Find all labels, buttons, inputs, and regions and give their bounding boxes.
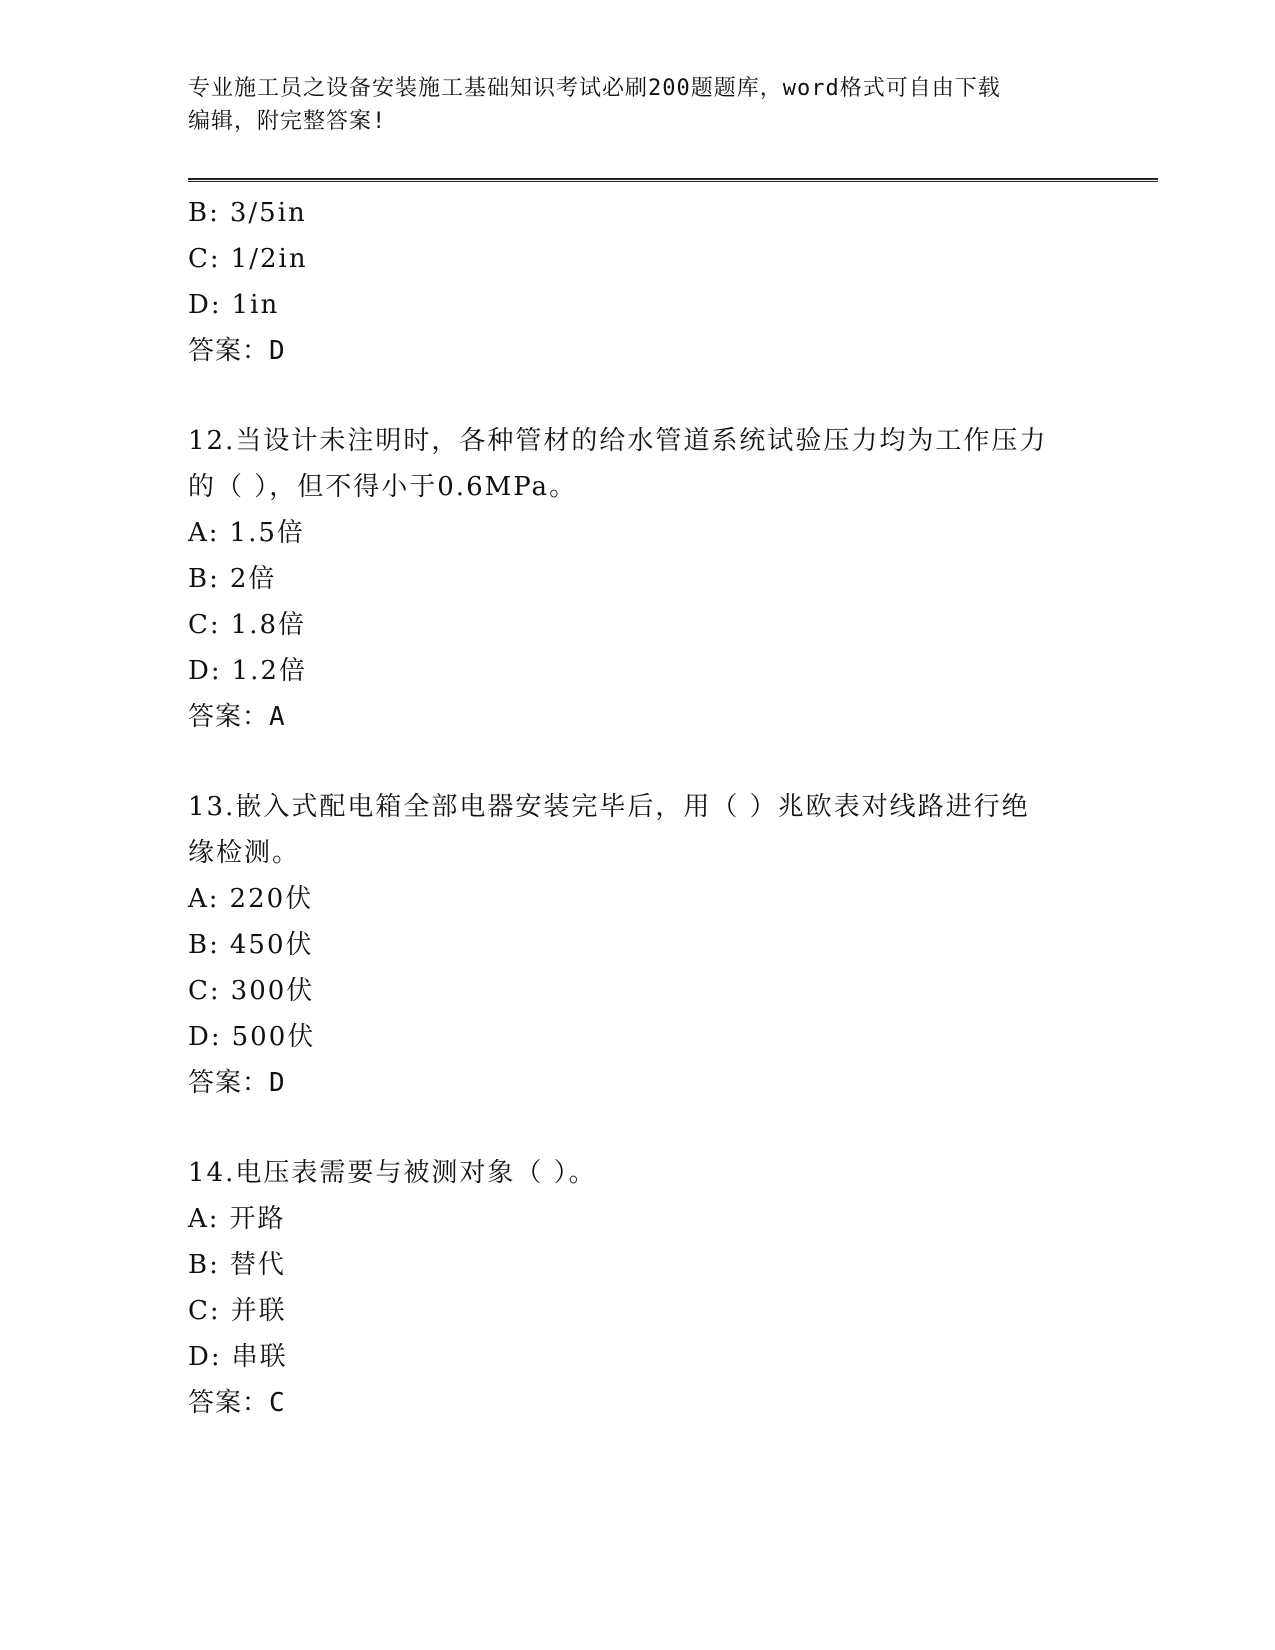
answer: 答案：A xyxy=(188,702,286,732)
header-line-2: 编辑，附完整答案! xyxy=(188,109,387,134)
question-text-line-1: 14.电压表需要与被测对象（ ）。 xyxy=(188,1158,597,1188)
option-d: D: 500伏 xyxy=(188,1022,316,1052)
question-text-line-1: 13.嵌入式配电箱全部电器安装完毕后，用（ ）兆欧表对线路进行绝 xyxy=(188,792,1030,822)
option-c: C: 1.8倍 xyxy=(188,610,307,640)
option-a: A: 开路 xyxy=(188,1204,286,1234)
option-b: B: 2倍 xyxy=(188,564,277,594)
option-c: C: 1/2in xyxy=(188,244,308,274)
option-b: B: 450伏 xyxy=(188,930,314,960)
option-b: B: 3/5in xyxy=(188,198,307,228)
option-a: A: 220伏 xyxy=(188,884,314,914)
partial-question xyxy=(188,190,1088,374)
header-divider xyxy=(188,178,1158,182)
question-text-line-2: 缘检测。 xyxy=(188,838,301,868)
option-c: C: 并联 xyxy=(188,1296,287,1326)
question-text-line-1: 12.当设计未注明时，各种管材的给水管道系统试验压力均为工作压力 xyxy=(188,426,1048,456)
question-text-line-2: 的（ ），但不得小于0.6MPa。 xyxy=(188,472,578,502)
option-d: D: 1.2倍 xyxy=(188,656,307,686)
document-header xyxy=(188,72,1068,138)
header-line-1: 专业施工员之设备安装施工基础知识考试必刷200题题库，word格式可自由下载 xyxy=(188,76,1001,101)
question-13 xyxy=(188,784,1088,1106)
answer: 答案：D xyxy=(188,336,286,366)
question-12 xyxy=(188,418,1088,740)
question-14 xyxy=(188,1150,1088,1426)
option-d: D: 串联 xyxy=(188,1342,288,1372)
question-list xyxy=(188,190,1088,1426)
option-d: D: 1in xyxy=(188,290,280,320)
answer: 答案：D xyxy=(188,1068,286,1098)
option-a: A: 1.5倍 xyxy=(188,518,305,548)
option-b: B: 替代 xyxy=(188,1250,286,1280)
option-c: C: 300伏 xyxy=(188,976,315,1006)
answer: 答案：C xyxy=(188,1388,286,1418)
